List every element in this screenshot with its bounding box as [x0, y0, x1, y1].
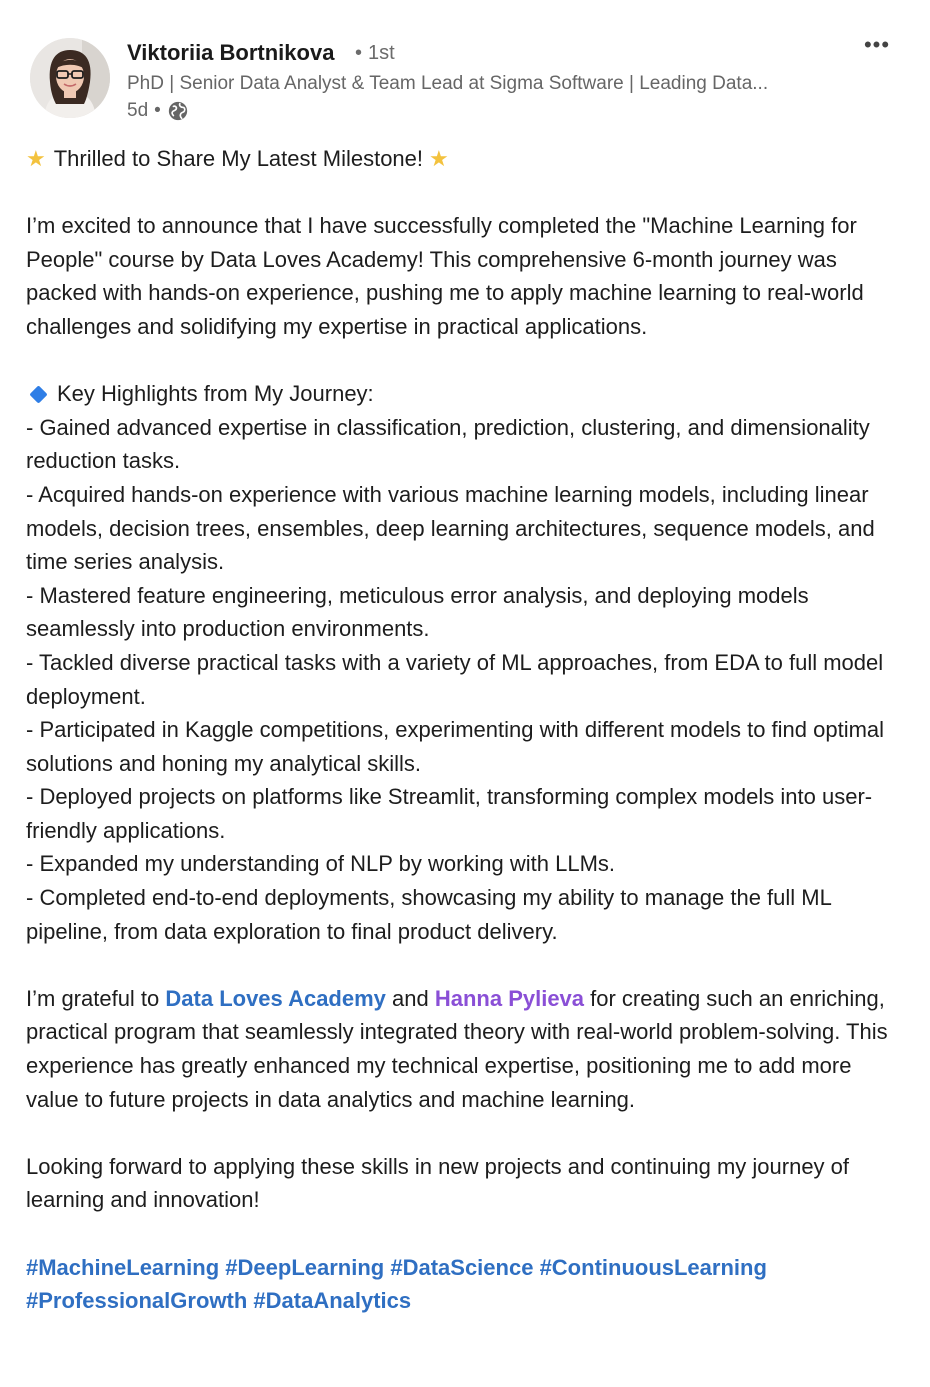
- avatar[interactable]: [30, 38, 110, 118]
- gratitude-suffix: for creating such an enriching, practical program that seamlessly integrated theory with real-world problem-solving. This experience has greatly enhanced my technical expertise, positioning me to add more value to future projects in data analytics and machine learning.: [26, 985, 888, 1112]
- hashtag-data-analytics[interactable]: #DataAnalytics: [253, 1288, 412, 1314]
- mention-hanna-pylieva[interactable]: Hanna Pylieva: [434, 985, 585, 1011]
- gratitude-prefix: I’m grateful to: [26, 985, 166, 1011]
- highlights-title-line: [26, 377, 906, 411]
- hashtag-professional-growth[interactable]: #ProfessionalGrowth: [26, 1288, 248, 1314]
- highlight-item: - Tackled diverse practical tasks with a variety of ML approaches, from EDA to full model deployment.: [26, 649, 884, 709]
- author-name[interactable]: Viktoriia Bortnikova: [127, 40, 335, 65]
- highlight-item: - Expanded my understanding of NLP by working with LLMs.: [26, 851, 616, 877]
- separator-dot: •: [154, 100, 161, 121]
- highlight-item: - Completed end-to-end deployments, showcasing my ability to manage the full ML pipeline, from data exploration to final product delivery.: [26, 885, 832, 944]
- hashtag-deep-learning[interactable]: #DeepLearning: [225, 1254, 385, 1280]
- more-options-button[interactable]: •••: [863, 32, 891, 57]
- hashtags: [26, 1251, 906, 1318]
- spacer: [26, 1116, 906, 1150]
- post-title: Thrilled to Share My Latest Milestone!: [53, 146, 424, 171]
- highlight-item: - Participated in Kaggle competitions, experimenting with different models to find optimal solutions and honing my analytical skills.: [26, 717, 885, 776]
- spacer: [26, 1217, 906, 1251]
- blue-diamond-icon: [29, 385, 47, 403]
- post-body: [26, 142, 906, 1318]
- hashtag-continuous-learning[interactable]: #ContinuousLearning: [539, 1254, 767, 1280]
- highlight-item: - Deployed projects on platforms like Streamlit, transforming complex models into user-friendly applications.: [26, 784, 873, 843]
- post-title-line: [26, 142, 906, 176]
- intro-paragraph: I’m excited to announce that I have successfully completed the "Machine Learning for People" course by Data Loves Academy! This comprehensive 6-month journey was packed with hands-on experience, pushing me to apply machine learning to real-world challenges and solidifying my expertise in practical applications.: [26, 213, 864, 339]
- gratitude-and: and: [385, 985, 435, 1011]
- gratitude-paragraph: [26, 982, 906, 1116]
- separator-dot: •: [355, 42, 363, 64]
- avatar-portrait-icon: [30, 38, 110, 118]
- spacer: [26, 176, 906, 210]
- sparkle-star-icon: ★: [429, 146, 449, 171]
- sparkle-star-icon: ★: [26, 146, 46, 171]
- hashtag-machine-learning[interactable]: #MachineLearning: [26, 1254, 220, 1280]
- highlight-item: - Gained advanced expertise in classification, prediction, clustering, and dimensionality reduction tasks.: [26, 414, 870, 474]
- highlight-item: - Acquired hands-on experience with various machine learning models, including linear models, decision trees, ensembles, deep learning architectures, sequence models, and time series analysis.: [26, 481, 875, 575]
- post-header: [30, 32, 910, 128]
- connection-degree: [355, 42, 395, 65]
- spacer: [26, 948, 906, 982]
- mention-data-loves-academy[interactable]: Data Loves Academy: [165, 985, 386, 1011]
- closing-paragraph: Looking forward to applying these skills in new projects and continuing my journey of learning and innovation!: [26, 1153, 850, 1213]
- post-meta: [127, 100, 189, 122]
- author-headline: PhD | Senior Data Analyst & Team Lead at Sigma Software | Leading Data...: [127, 73, 769, 94]
- globe-icon: [167, 100, 189, 122]
- hashtag-data-science[interactable]: #DataScience: [390, 1254, 534, 1280]
- degree-label: 1st: [368, 42, 395, 64]
- highlight-item: - Mastered feature engineering, meticulous error analysis, and deploying models seamlessly into production environments.: [26, 582, 809, 642]
- post-time: 5d: [127, 100, 149, 121]
- highlights-title: Key Highlights from My Journey:: [57, 381, 374, 407]
- spacer: [26, 344, 906, 378]
